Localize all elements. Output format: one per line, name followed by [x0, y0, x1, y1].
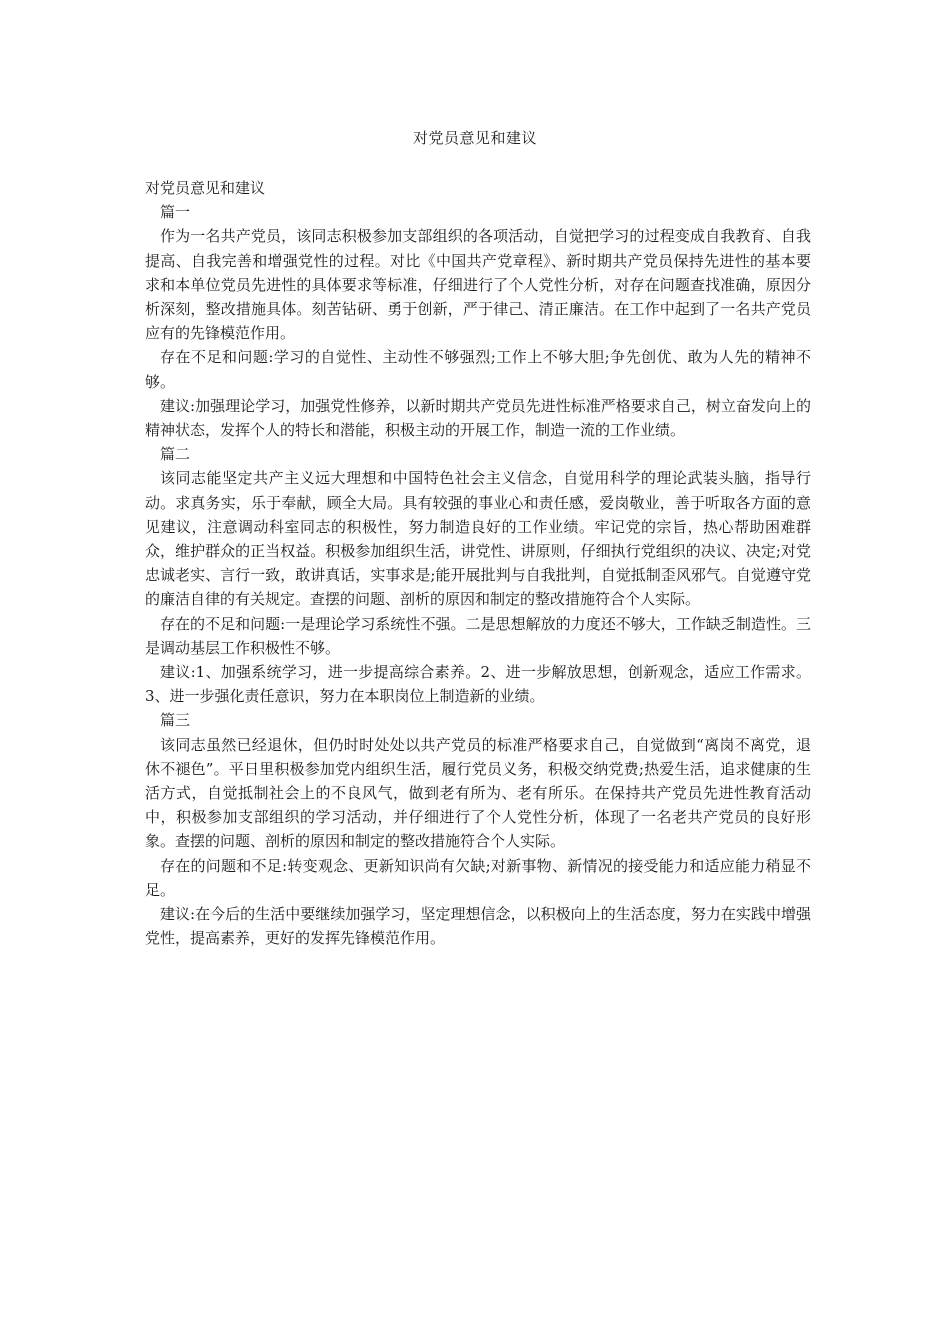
paragraph: 存在的不足和问题:一是理论学习系统性不强。二是思想解放的力度还不够大，工作缺乏制造性。三是调动基层工作积极性不够。 [145, 614, 811, 657]
section-heading: 篇一 [160, 203, 191, 222]
document-body [145, 176, 811, 951]
paragraph: 该同志虽然已经退休，但仍时时处处以共产党员的标准严格要求自己，自觉做到“离岗不离党，退休不褪色”。平日里积极参加党内组织生活，履行党员义务，积极交纳党费;热爱生活，追求健康的生活方式，自觉抵制社会上的不良风气，做到老有所为、老有所乐。在保持共产党员先进性教育活动中，积极参加支部组织的学习活动，并仔细进行了个人党性分析，体现了一名老共产党员的良好形象。查摆的问题、剖析的原因和制定的整改措施符合个人实际。 [145, 735, 811, 851]
paragraph: 作为一名共产党员，该同志积极参加支部组织的各项活动，自觉把学习的过程变成自我教育、自我提高、自我完善和增强党性的过程。对比《中国共产党章程》、新时期共产党员保持先进性的基本要求和本单位党员先进性的具体要求等标准，仔细进行了个人党性分析，对存在问题查找准确，原因分析深刻，整改措施具体。刻苦钻研、勇于创新，严于律己、清正廉洁。在工作中起到了一名共产党员应有的先锋模范作用。 [145, 227, 811, 343]
paragraph: 该同志能坚定共产主义远大理想和中国特色社会主义信念，自觉用科学的理论武装头脑，指导行动。求真务实，乐于奉献，顾全大局。具有较强的事业心和责任感，爱岗敬业，善于听取各方面的意见建议，注意调动科室同志的积极性，努力制造良好的工作业绩。牢记党的宗旨，热心帮助困难群众，维护群众的正当权益。积极参加组织生活，讲党性、讲原则，仔细执行党组织的决议、决定;对党忠诚老实、言行一致，敢讲真话，实事求是;能开展批判与自我批判，自觉抵制歪风邪气。自觉遵守党的廉洁自律的有关规定。查摆的问题、剖析的原因和制定的整改措施符合个人实际。 [145, 469, 811, 609]
document-title: 对党员意见和建议 [412, 129, 537, 147]
paragraph: 建议:加强理论学习，加强党性修养，以新时期共产党员先进性标准严格要求自己，树立奋发向上的精神状态，发挥个人的特长和潜能，积极主动的开展工作，制造一流的工作业绩。 [145, 396, 811, 440]
document-subtitle: 对党员意见和建议 [145, 179, 266, 197]
paragraph: 建议:1、加强系统学习，进一步提高综合素养。2、进一步解放思想，创新观念，适应工作需求。3、进一步强化责任意识，努力在本职岗位上制造新的业绩。 [145, 663, 811, 706]
paragraph: 建议:在今后的生活中要继续加强学习，坚定理想信念，以积极向上的生活态度，努力在实践中增强党性，提高素养，更好的发挥先锋模范作用。 [145, 905, 811, 948]
section-heading: 篇三 [160, 711, 191, 730]
paragraph: 存在的问题和不足:转变观念、更新知识尚有欠缺;对新事物、新情况的接受能力和适应能力稍显不足。 [145, 856, 811, 899]
paragraph: 存在不足和问题:学习的自觉性、主动性不够强烈;工作上不够大胆;争先创优、敢为人先的精神不够。 [145, 348, 811, 391]
section-heading: 篇二 [160, 445, 191, 464]
